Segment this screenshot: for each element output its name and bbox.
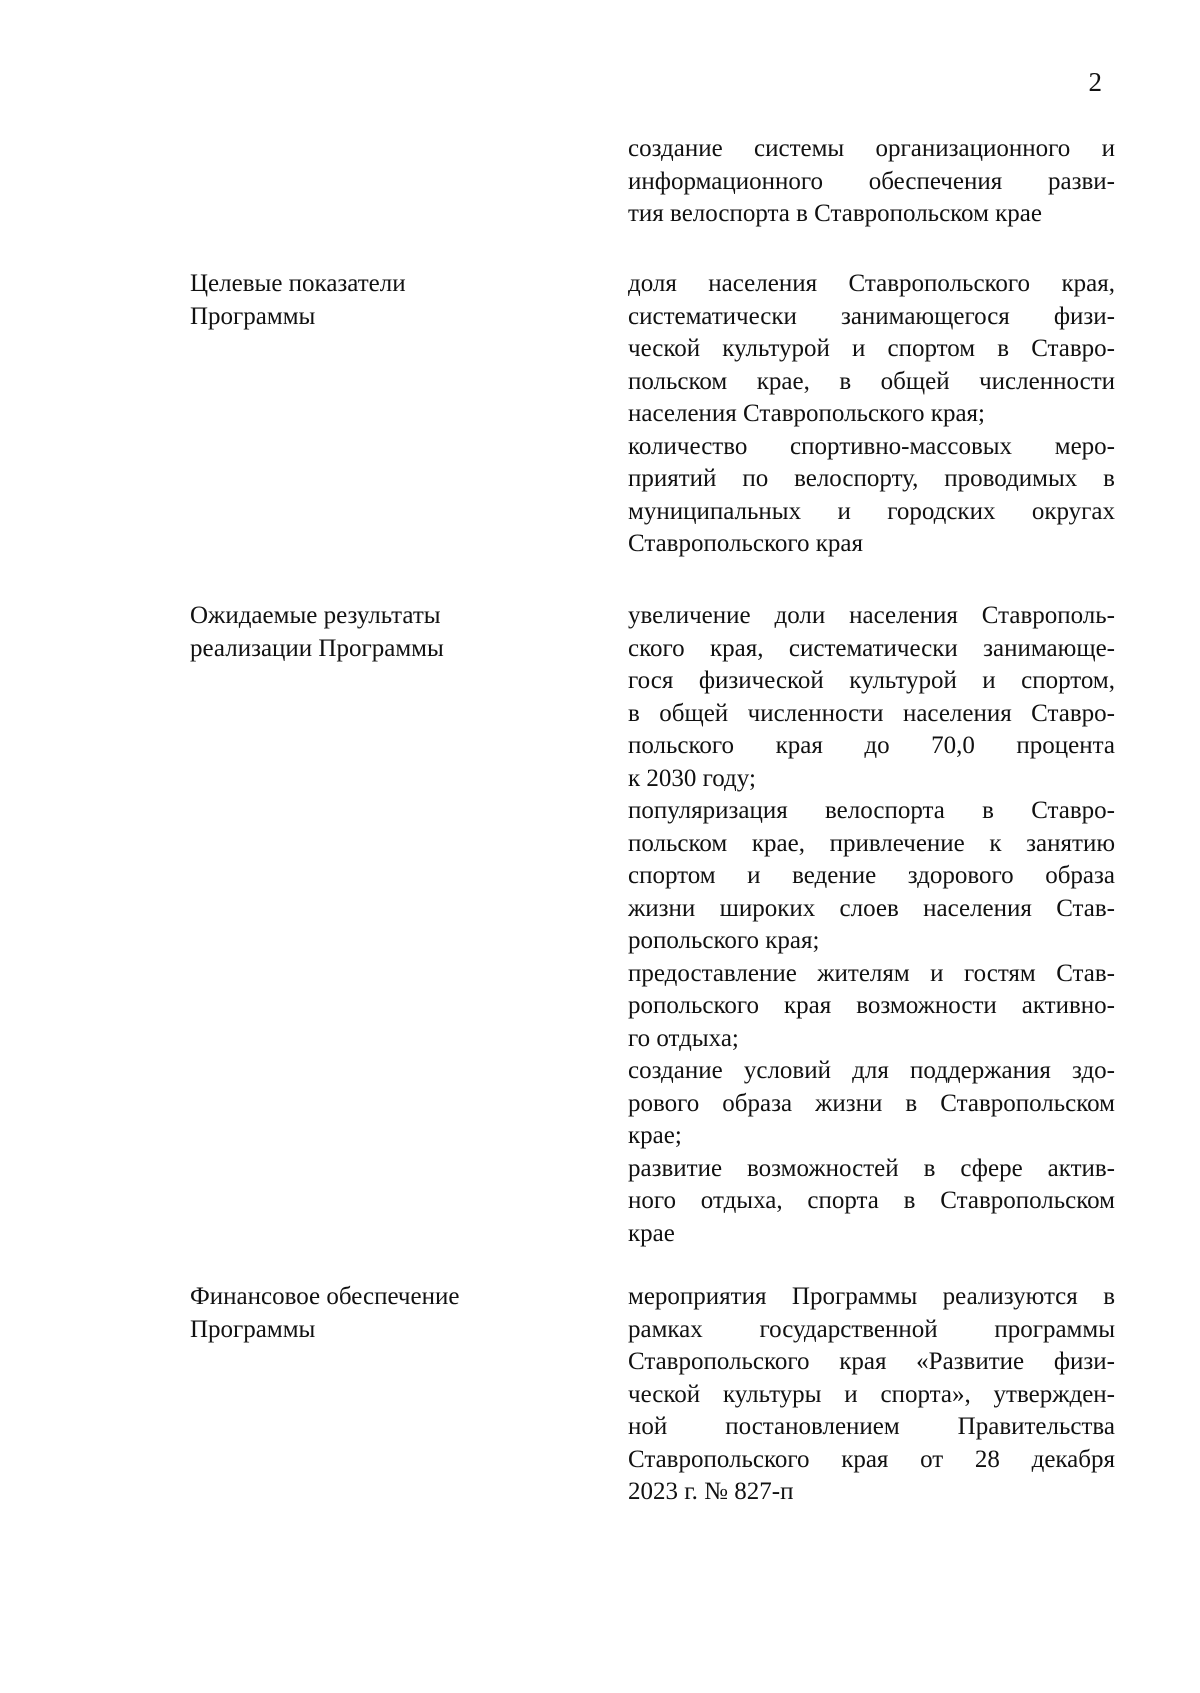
- text-line: систематически занимающегося физи-: [628, 302, 1115, 330]
- text-line: ропольского края;: [628, 927, 820, 954]
- text-line: польском крае, в общей численности: [628, 367, 1115, 395]
- text-line: населения Ставропольского края;: [628, 400, 985, 427]
- text-line: создание условий для поддержания здо-: [628, 1057, 1115, 1084]
- row-content: [628, 133, 1115, 231]
- text-line: рамках государственной программы: [628, 1315, 1115, 1343]
- text-line: создание системы организационного и: [628, 135, 1115, 162]
- text-line: ческой культурой и спортом в Ставро-: [628, 335, 1115, 362]
- row-label: Целевые показатели Программы: [190, 270, 406, 330]
- row-label: Финансовое обеспечение Программы: [190, 1283, 460, 1343]
- row-content: [628, 600, 1115, 1250]
- text-line: 2023 г. № 827-п: [628, 1478, 794, 1505]
- text-line: гося физической культурой и спортом,: [628, 667, 1115, 694]
- text-line: развитие возможностей в сфере актив-: [628, 1154, 1115, 1182]
- text-line: муниципальных и городских округах: [628, 497, 1115, 525]
- text-line: спортом и ведение здорового образа: [628, 862, 1115, 889]
- text-line: Ставропольского края от 28 декабря: [628, 1445, 1115, 1473]
- text-line: мероприятия Программы реализуются в: [628, 1283, 1115, 1310]
- page-number: 2: [1088, 67, 1102, 97]
- text-line: к 2030 году;: [628, 764, 756, 792]
- text-line: го отдыха;: [628, 1024, 739, 1052]
- row-content: [628, 268, 1115, 561]
- text-line: доля населения Ставропольского края,: [628, 270, 1115, 297]
- row-label: Ожидаемые результаты реализации Программы: [190, 602, 444, 662]
- text-line: в общей численности населения Ставро-: [628, 699, 1115, 727]
- text-line: увеличение доли населения Ставрополь-: [628, 602, 1115, 629]
- text-line: ческой культуры и спорта», утвержден-: [628, 1380, 1115, 1408]
- text-line: ного отдыха, спорта в Ставропольском: [628, 1187, 1115, 1214]
- text-line: ропольского края возможности активно-: [628, 992, 1115, 1019]
- text-line: информационного обеспечения разви-: [628, 167, 1115, 195]
- text-line: количество спортивно-массовых меро-: [628, 432, 1115, 460]
- text-line: польского края до 70,0 процента: [628, 732, 1115, 759]
- text-line: ского края, систематически занимающе-: [628, 634, 1115, 662]
- text-line: жизни широких слоев населения Став-: [628, 894, 1115, 922]
- text-line: крае: [628, 1219, 675, 1247]
- text-line: Ставропольского края «Развитие физи-: [628, 1348, 1115, 1375]
- text-line: ной постановлением Правительства: [628, 1413, 1115, 1440]
- text-line: рового образа жизни в Ставропольском: [628, 1089, 1115, 1117]
- row-content: [628, 1281, 1115, 1509]
- text-line: популяризация велоспорта в Ставро-: [628, 797, 1115, 824]
- text-line: Ставропольского края: [628, 530, 863, 557]
- text-line: крае;: [628, 1122, 682, 1149]
- text-line: предоставление жителям и гостям Став-: [628, 959, 1115, 987]
- text-line: приятий по велоспорту, проводимых в: [628, 465, 1115, 492]
- text-line: тия велоспорта в Ставропольском крае: [628, 200, 1042, 227]
- text-line: польском крае, привлечение к занятию: [628, 829, 1115, 857]
